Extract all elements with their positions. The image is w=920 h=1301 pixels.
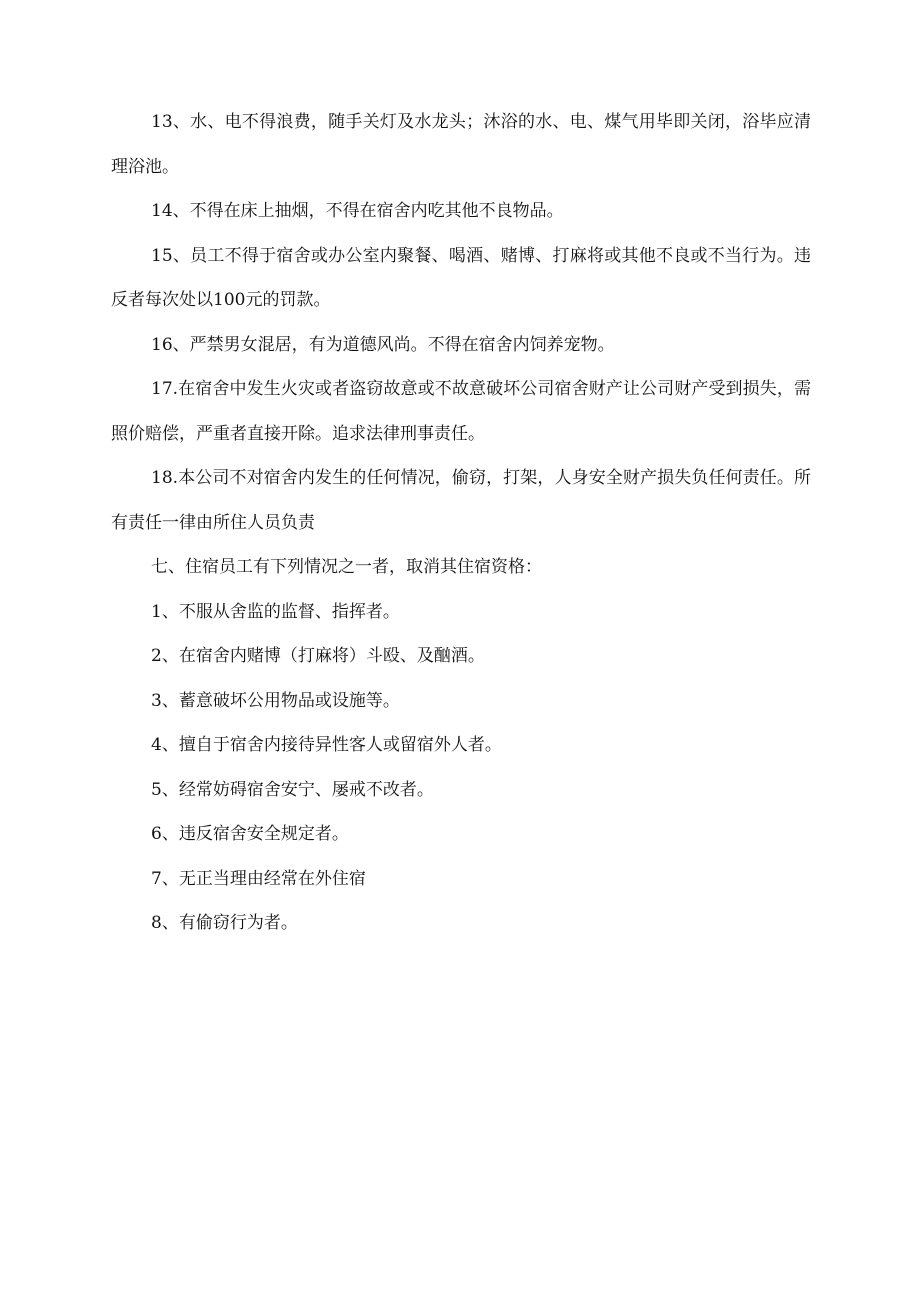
rule-16: 16、严禁男女混居，有为道德风尚。不得在宿舍内饲养宠物。 [151, 334, 615, 355]
rule-14: 14、不得在床上抽烟，不得在宿舍内吃其他不良物品。 [151, 201, 564, 221]
disqualification-item-5: 5、经常妨碍宿舍安宁、屡戒不改者。 [151, 779, 434, 800]
disqualification-item-4: 4、擅自于宿舍内接待异性客人或留宿外人者。 [151, 735, 502, 755]
disqualification-item-7: 7、无正当理由经常在外住宿 [151, 868, 366, 889]
rule-17: 17.在宿舍中发生火灾或者盗窃故意或不故意破坏公司宿舍财产让公司财产受到损失，需照价赔偿，严重者直接开除。追求法律刑事责任。 [111, 379, 811, 444]
disqualification-item-6: 6、违反宿舍安全规定者。 [151, 824, 349, 844]
rule-13: 13、水、电不得浪费，随手关灯及水龙头；沐浴的水、电、煤气用毕即关闭，浴毕应清理浴池。 [111, 112, 811, 177]
rule-18: 18.本公司不对宿舍内发生的任何情况，偷窃，打架，人身安全财产损失负任何责任。所有责任一律由所住人员负责 [111, 468, 811, 533]
disqualification-item-2: 2、在宿舍内赌博（打麻将）斗殴、及酗酒。 [151, 646, 485, 666]
disqualification-item-8: 8、有偷窃行为者。 [151, 913, 298, 933]
disqualification-item-3: 3、蓄意破坏公用物品或设施等。 [151, 690, 400, 711]
section-7-heading: 七、住宿员工有下列情况之一者，取消其住宿资格： [151, 557, 542, 577]
document-body [111, 100, 811, 946]
rule-15: 15、员工不得于宿舍或办公室内聚餐、喝酒、赌博、打麻将或其他不良或不当行为。违反者每次处以100元的罚款。 [111, 245, 811, 310]
disqualification-item-1: 1、不服从舍监的监督、指挥者。 [151, 601, 400, 622]
